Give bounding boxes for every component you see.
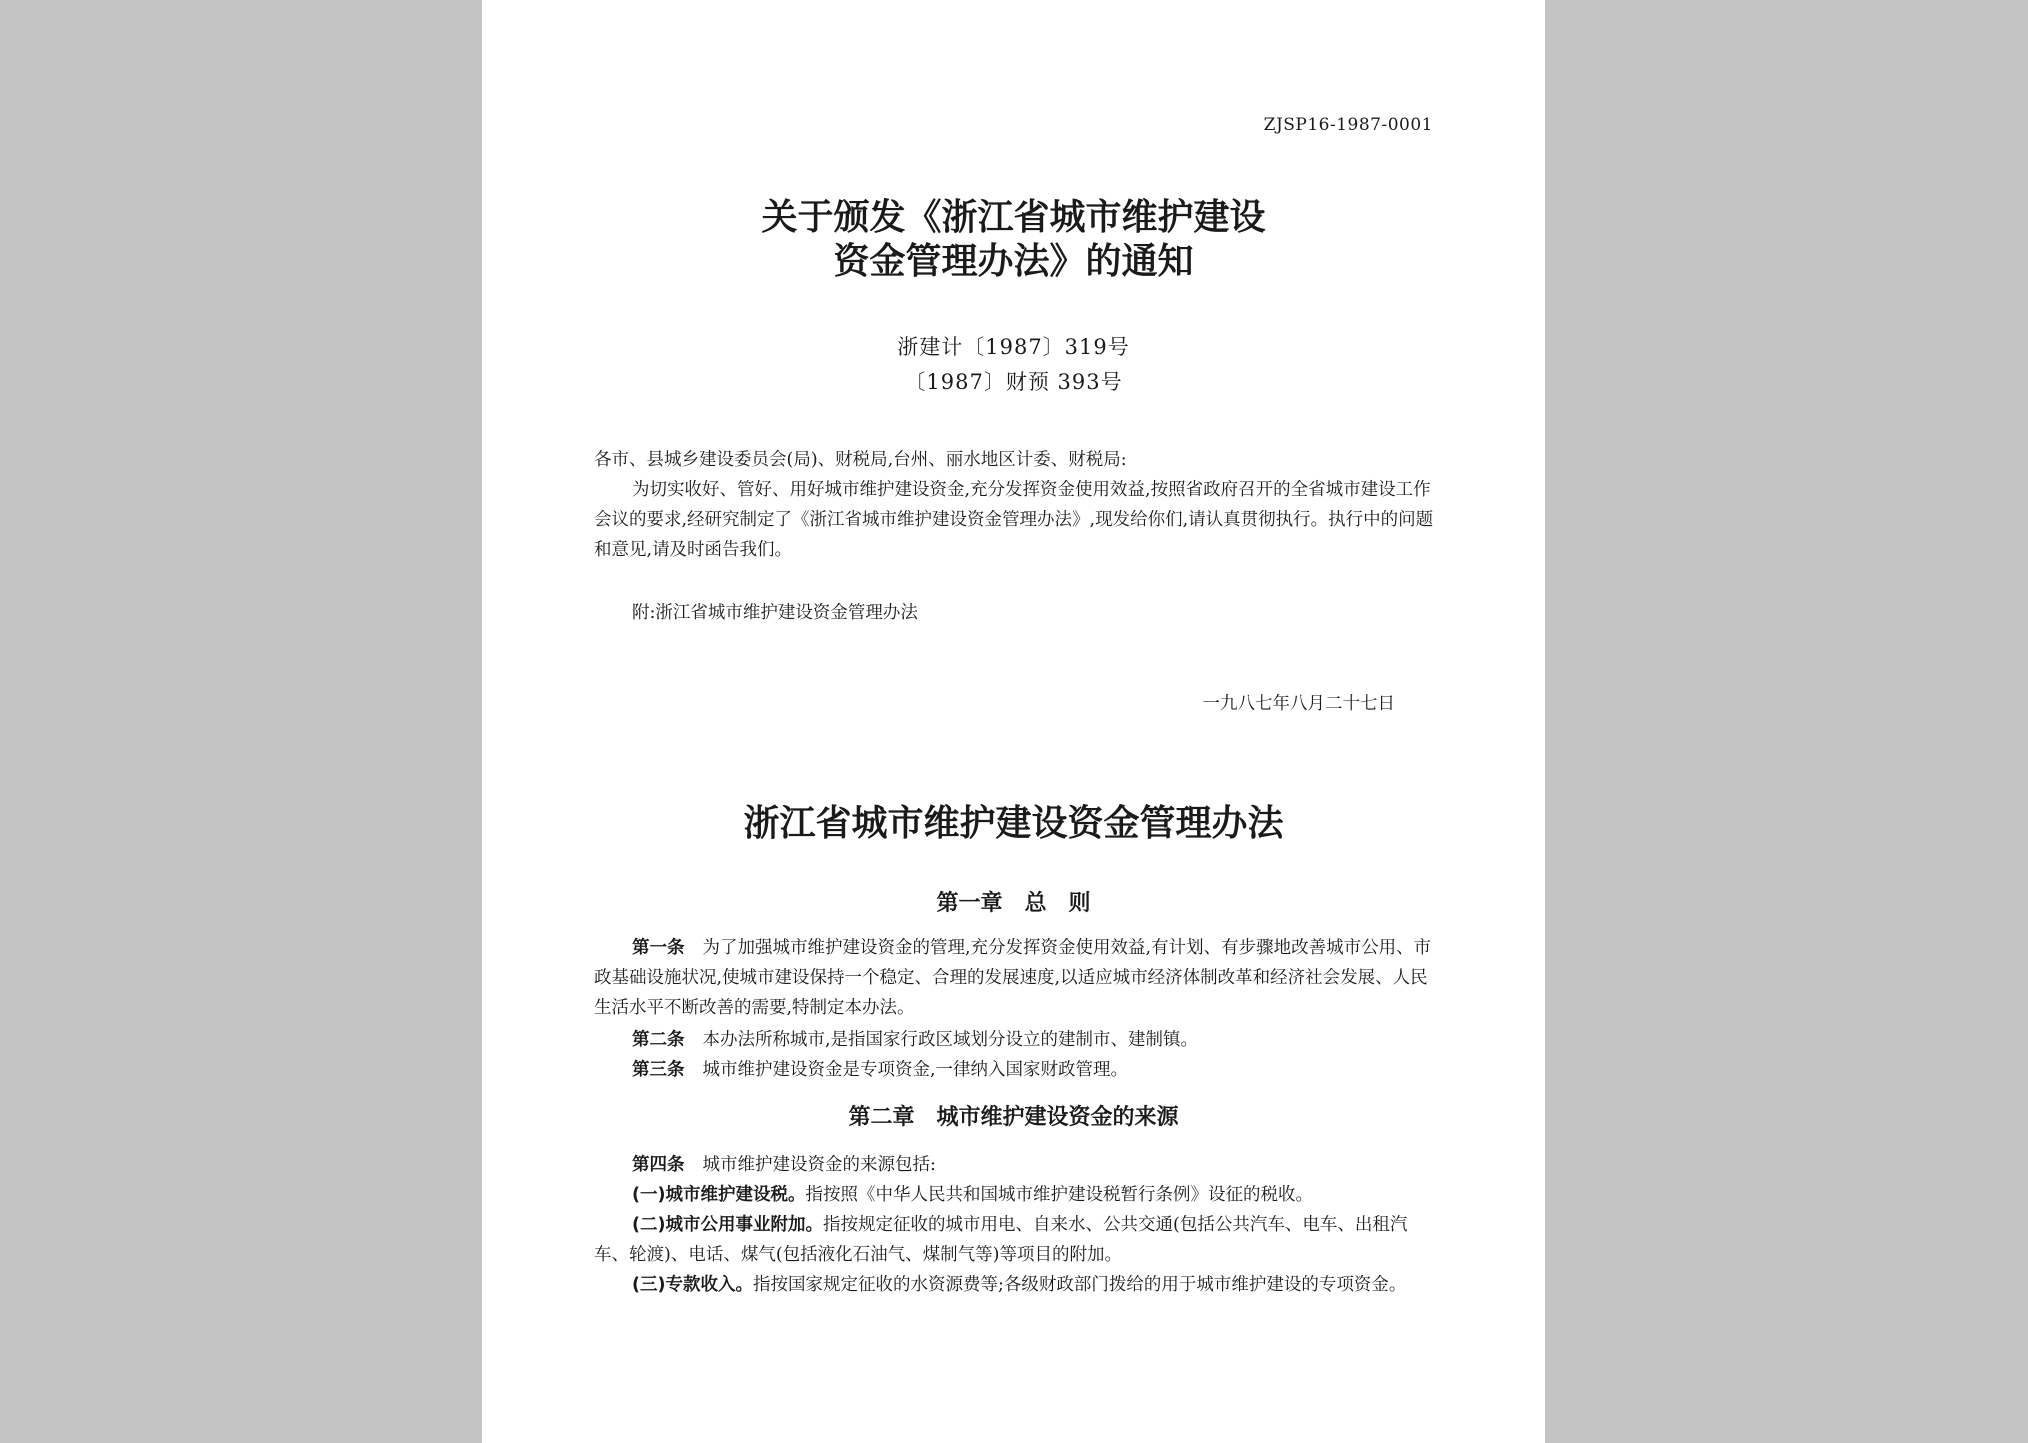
doc-number-2: 〔1987〕财预 393号 (904, 370, 1123, 394)
article-2 (594, 1025, 1436, 1055)
document-numbers (482, 330, 1545, 400)
article-label: 第一条 (632, 938, 685, 958)
chapter-1-heading: 第一章 总 则 (936, 891, 1091, 916)
sign-date: 一九八七年八月二十七日 (1202, 694, 1395, 714)
article-4 (594, 1150, 1436, 1180)
article-text: 城市维护建设资金是专项资金,一律纳入国家财政管理。 (702, 1060, 1129, 1080)
item-text: 指按国家规定征收的水资源费等;各级财政部门拨给的用于城市维护建设的专项资金。 (753, 1275, 1407, 1295)
item-label: (二)城市公用事业附加。 (632, 1215, 823, 1235)
source-item-3 (594, 1270, 1436, 1300)
chapter-2-heading: 第二章 城市维护建设资金的来源 (848, 1105, 1179, 1130)
item-label: (一)城市维护建设税。 (632, 1185, 806, 1205)
article-label: 第四条 (632, 1155, 685, 1175)
document-code: ZJSP16-1987-0001 (1263, 115, 1433, 135)
article-1 (594, 933, 1436, 1023)
article-label: 第三条 (632, 1060, 685, 1080)
notice-title-line1: 关于颁发《浙江省城市维护建设 (761, 196, 1266, 238)
article-text: 本办法所称城市,是指国家行政区域划分设立的建制市、建制镇。 (702, 1030, 1199, 1050)
article-text: 为了加强城市维护建设资金的管理,充分发挥资金使用效益,有计划、有步骤地改善城市公用、市政基础设施状况,使城市建设保持一个稳定、合理的发展速度,以适应城市经济体制改革和经济社会发展、人民生活水平不断改善的需要,特制定本办法。 (594, 938, 1432, 1018)
document-page (482, 0, 1545, 1443)
source-item-2 (594, 1210, 1436, 1270)
notice-title (482, 195, 1545, 283)
doc-number-1: 浙建计〔1987〕319号 (897, 335, 1130, 359)
attachment-note: 附:浙江省城市维护建设资金管理办法 (632, 603, 918, 623)
notice-body: 为切实收好、管好、用好城市维护建设资金,充分发挥资金使用效益,按照省政府召开的全省城市建设工作会议的要求,经研究制定了《浙江省城市维护建设资金管理办法》,现发给你们,请认真贯彻执行。执行中的问题和意见,请及时函告我们。 (594, 480, 1434, 560)
article-text: 城市维护建设资金的来源包括: (702, 1155, 936, 1175)
regulation-title: 浙江省城市维护建设资金管理办法 (743, 802, 1284, 844)
item-text: 指按规定征收的城市用电、自来水、公共交通(包括公共汽车、电车、出租汽车、轮渡)、电话、煤气(包括液化石油气、煤制气等)等项目的附加。 (594, 1215, 1408, 1265)
salutation: 各市、县城乡建设委员会(局)、财税局,台州、丽水地区计委、财税局: (594, 450, 1127, 470)
item-text: 指按照《中华人民共和国城市维护建设税暂行条例》设征的税收。 (805, 1185, 1313, 1205)
article-label: 第二条 (632, 1030, 685, 1050)
item-label: (三)专款收入。 (632, 1275, 753, 1295)
article-3 (594, 1055, 1436, 1085)
source-item-1 (594, 1180, 1436, 1210)
notice-title-line2: 资金管理办法》的通知 (833, 240, 1194, 282)
